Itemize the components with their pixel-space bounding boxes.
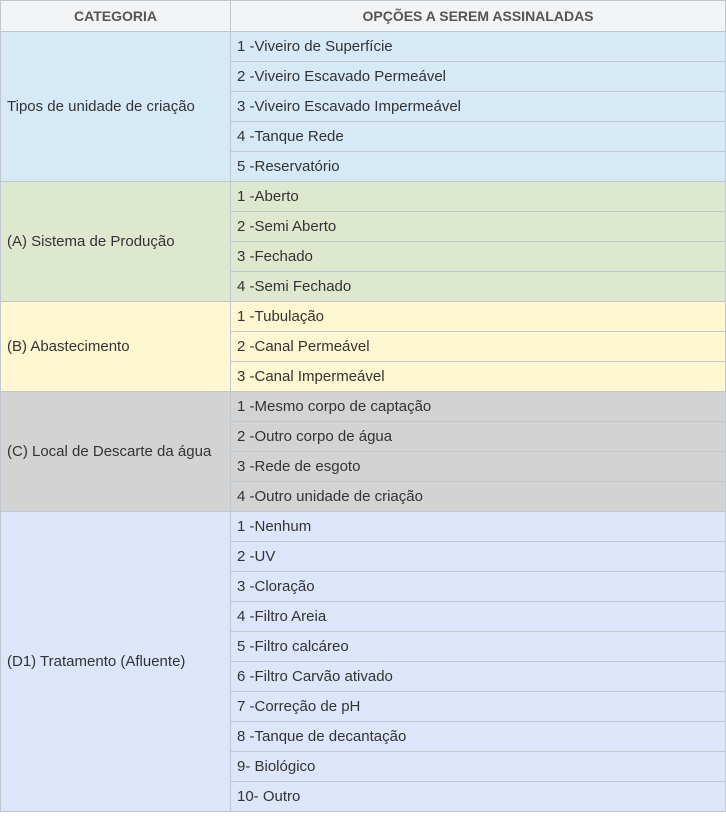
option-cell: 5 -Filtro calcáreo <box>231 632 726 662</box>
option-cell: 2 -Outro corpo de água <box>231 422 726 452</box>
table-row <box>1 512 726 542</box>
table-row <box>1 392 726 422</box>
category-cell: (B) Abastecimento <box>1 302 231 392</box>
option-cell: 4 -Tanque Rede <box>231 122 726 152</box>
option-cell: 3 -Viveiro Escavado Impermeável <box>231 92 726 122</box>
option-cell: 6 -Filtro Carvão ativado <box>231 662 726 692</box>
option-cell: 5 -Reservatório <box>231 152 726 182</box>
option-cell: 3 -Cloração <box>231 572 726 602</box>
table-row <box>1 302 726 332</box>
category-cell: (D1) Tratamento (Afluente) <box>1 512 231 812</box>
option-cell: 9- Biológico <box>231 752 726 782</box>
option-cell: 2 -UV <box>231 542 726 572</box>
category-cell: (A) Sistema de Produção <box>1 182 231 302</box>
option-cell: 1 -Nenhum <box>231 512 726 542</box>
option-cell: 1 -Mesmo corpo de captação <box>231 392 726 422</box>
option-cell: 8 -Tanque de decantação <box>231 722 726 752</box>
option-cell: 4 -Outro unidade de criação <box>231 482 726 512</box>
option-cell: 7 -Correção de pH <box>231 692 726 722</box>
option-cell: 3 -Fechado <box>231 242 726 272</box>
option-cell: 4 -Semi Fechado <box>231 272 726 302</box>
table-row <box>1 32 726 62</box>
option-cell: 10- Outro <box>231 782 726 812</box>
option-cell: 1 -Viveiro de Superfície <box>231 32 726 62</box>
option-cell: 2 -Viveiro Escavado Permeável <box>231 62 726 92</box>
option-cell: 1 -Tubulação <box>231 302 726 332</box>
option-cell: 1 -Aberto <box>231 182 726 212</box>
header-options: OPÇÕES A SEREM ASSINALADAS <box>231 1 726 32</box>
header-row <box>1 1 726 32</box>
option-cell: 2 -Semi Aberto <box>231 212 726 242</box>
category-cell: Tipos de unidade de criação <box>1 32 231 182</box>
option-cell: 4 -Filtro Areia <box>231 602 726 632</box>
option-cell: 3 -Canal Impermeável <box>231 362 726 392</box>
header-category: CATEGORIA <box>1 1 231 32</box>
category-cell: (C) Local de Descarte da água <box>1 392 231 512</box>
table-row <box>1 182 726 212</box>
option-cell: 3 -Rede de esgoto <box>231 452 726 482</box>
option-cell: 2 -Canal Permeável <box>231 332 726 362</box>
